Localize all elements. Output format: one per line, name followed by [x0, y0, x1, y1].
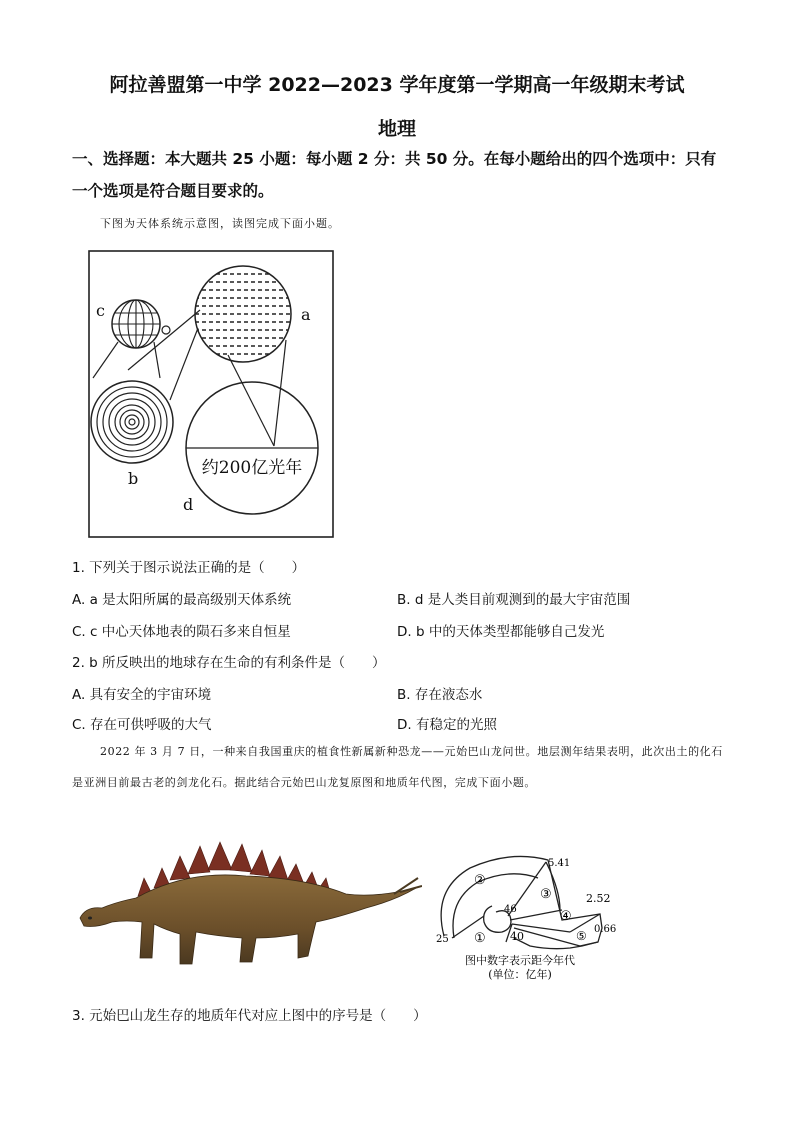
q2-option-d: D. 有稳定的光照 [397, 717, 497, 733]
label-d: d [183, 495, 194, 514]
age-40: 40 [510, 930, 524, 943]
age-46: 46 [504, 904, 517, 915]
era-label-2: ② [474, 873, 486, 888]
age-25: 25 [436, 934, 449, 945]
celestial-system-figure [88, 250, 334, 538]
era-label-3: ③ [540, 887, 552, 902]
spiral-caption-2: (单位：亿年) [488, 968, 552, 981]
q1-option-d: D. b 中的天体类型都能够自己发光 [397, 624, 605, 640]
stegosaurus-image [76, 838, 422, 978]
age-0-66: 0.66 [594, 924, 617, 935]
age-2-52: 2.52 [586, 892, 611, 905]
section-heading: 一、选择题：本大题共 25 小题：每小题 2 分：共 50 分。在每小题给出的四个选项中：只有一个选项是符合题目要求的。 [72, 150, 717, 200]
q2-option-a: A. 具有安全的宇宙环境 [72, 687, 212, 703]
q1-option-a: A. a 是太阳所属的最高级别天体系统 [72, 592, 292, 608]
q1-option-b: B. d 是人类目前观测到的最大宇宙范围 [397, 592, 631, 608]
geologic-time-spiral [430, 850, 630, 985]
label-b: b [128, 469, 139, 488]
circle-b [91, 381, 173, 463]
label-c: c [96, 301, 105, 320]
question-3-stem: 3. 元始巴山龙生存的地质年代对应上图中的序号是（ ） [72, 1008, 427, 1024]
era-label-4: ④ [560, 909, 572, 924]
dinosaur-passage: 2022 年 3 月 7 日，一种来自我国重庆的植食性新属新种恐龙——元始巴山龙问世。地层测年结果表明，此次出土的化石是亚洲目前最古老的剑龙化石。据此结合元始巴山龙复原图和地质年代图，完成下面小题。 [72, 745, 723, 789]
age-5-41: 5.41 [548, 858, 571, 869]
universe-size-label: 约200亿光年 [201, 458, 303, 478]
q2-option-b: B. 存在液态水 [397, 687, 483, 703]
figure1-intro: 下图为天体系统示意图，读图完成下面小题。 [100, 217, 340, 230]
label-a: a [301, 305, 311, 324]
exam-title: 阿拉善盟第一中学 2022—2023 学年度第一学期高一年级期末考试 [109, 74, 685, 96]
q2-option-c: C. 存在可供呼吸的大气 [72, 717, 212, 733]
question-1-stem: 1. 下列关于图示说法正确的是（ ） [72, 560, 306, 576]
q1-option-c: C. c 中心天体地表的陨石多来自恒星 [72, 624, 291, 640]
era-label-5: ⑤ [576, 929, 587, 943]
spiral-caption-1: 图中数字表示距今年代 [465, 954, 575, 967]
era-label-1: ① [474, 931, 486, 946]
question-2-stem: 2. b 所反映出的地球存在生命的有利条件是（ ） [72, 655, 386, 671]
subject-title: 地理 [377, 118, 416, 140]
